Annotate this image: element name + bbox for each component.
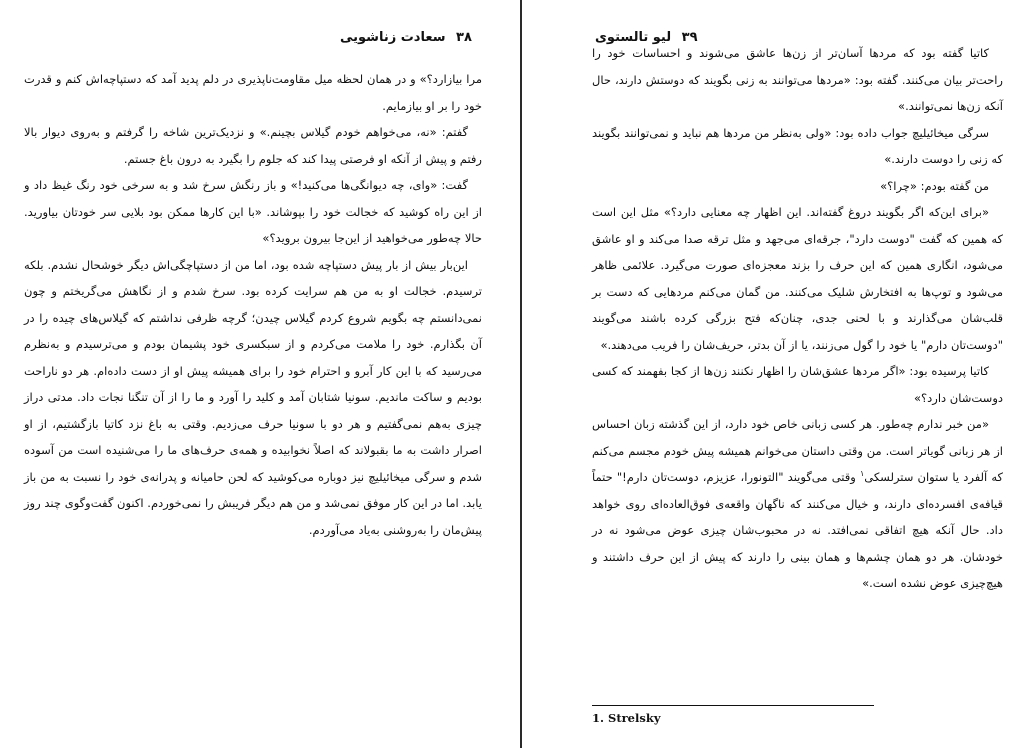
right-running-title: لیو تالستوی <box>595 30 672 45</box>
paragraph: کاتیا پرسیده بود: «اگر مردها عشق‌شان را اظهار نکنند زن‌ها از کجا بفهمند که کسی دوست‌شان دارد؟» <box>592 364 1003 405</box>
left-running-title: سعادت زناشویی <box>340 30 446 45</box>
paragraph: من گفته بودم: «چرا؟» <box>880 178 989 193</box>
paragraph: «برای این‌که اگر بگویند دروغ گفته‌اند. این اظهار چه معنایی دارد؟» مثل این است که همین که گفت "دوست دارد"، جرقه‌ای می‌جهد و مثل ترقه صدا می‌کند و او عاشق می‌شود، انگاری همین که این حرف را بزند معجزه‌ای صورت می‌گیرد. علائمی ظاهر می‌شود و توپ‌ها به افتخارش شلیک می‌کنند. من گمان می‌کنم مردهایی که دست بر قلب‌شان می‌گذارند و با لحنی جدی، چنان‌که فتح بزرگی کرده باشند می‌گویند "دوست‌تان دارم" یا خود را گول می‌زنند، یا از آن بدتر، حریف‌شان را فریب می‌دهند.» <box>592 205 1003 352</box>
paragraph: سرگی میخائیلیچ جواب داده بود: «ولی به‌نظر من مردها هم نباید و نمی‌توانند بگویند که زنی را دوست دارند.» <box>592 125 1003 166</box>
right-page <box>510 0 1020 748</box>
paragraph <box>592 411 1003 597</box>
right-page-number: ۳۹ <box>681 30 698 45</box>
footnote-divider <box>592 705 874 706</box>
paragraph: کاتیا گفته بود که مردها آسان‌تر از زن‌ها عاشق می‌شوند و احساسات خود را راحت‌تر بیان می‌کنند. گفته بود: «مردها می‌توانند به زنی بگویند که دوستش دارند، حال آنکه زن‌ها نمی‌توانند.» <box>592 46 1003 113</box>
paragraph: گفت: «وای، چه دیوانگی‌ها می‌کنید!» و باز رنگش سرخ شد و به سرخی خود رنگ غیظ داد و از این راه کوشید که خجالت خود را بپوشاند. «با این کارها ممکن بود بلایی سر خودتان بیاورید. حالا چه‌طور می‌خواهید از این‌جا بیرون بروید؟» <box>24 178 482 245</box>
left-page-body <box>24 66 482 543</box>
right-page-body <box>592 40 1003 597</box>
paragraph-text: وقتی می‌گویند "التونورا، عزیزم، دوست‌تان دارم!" حتماً قیافه‌ی افسرده‌ای دارند، و خیال می‌کنند که ناگهان واقعه‌ی فوق‌العاده‌ای روی خواهد داد. حال آنکه هیچ اتفاقی نمی‌افتد. نه در محبوب‌شان چیزی عوض می‌شود نه در خودشان. هر دو همان چشم‌ها و همان بینی را دارند که پیش از این حرف داشتند و هیچ‌چیزی عوض نشده است.» <box>592 470 1003 590</box>
paragraph: این‌بار بیش از بار پیش دستپاچه شده بود، اما من از دستپاچگی‌اش دیگر خوشحال نشدم. بلکه ترسیدم. خجالت او به من هم سرایت کرده بود. سرخ شدم و از نگاهش می‌گریختم و چون نمی‌دانستم چه بگویم شروع کردم گیلاس چیدن؛ گرچه ظرفی نداشتم که گیلاس‌های چیده را در آن بگذارم. خود را ملامت می‌کردم و از سبکسری خود پشیمان بودم و می‌ترسیدم و به‌نظرم می‌رسید که با این کار آبرو و احترام خود را برای همیشه پیش او از دست داده‌ام. هر دو ناراحت بودیم و ساکت ماندیم. سونیا شتابان آمد و کلید را آورد و ما را از آن تنگنا نجات داد. مدتی دراز چیزی به‌هم نمی‌گفتیم و هر دو با سونیا حرف می‌زدیم. وقتی به باغ نزد کاتیا بازگشتیم، از او اصرار داشت به ما بقبولاند که اصلاً نخوابیده و همه‌ی حرف‌های ما را می‌شنیده است من آسوده شدم و سرگی میخائیلیچ نیز دوباره می‌کوشید که لحن حامیانه و پدرانه‌ی خود را نسبت به من باز یابد. اما در این کار موفق نمی‌شد و من هم دیگر فریبش را نمی‌خوردم. اکنون گفت‌وگوی چند روز پیش‌مان را به‌روشنی به‌یاد می‌آوردم. <box>24 257 482 537</box>
paragraph: مرا بیازارد؟» و در همان لحظه میل مقاومت‌ناپذیری در دلم پدید آمد که دستپاچه‌اش کنم و قدرت خود را بر او بیازمایم. <box>24 72 482 113</box>
left-page-header <box>340 30 472 45</box>
footnote-marker: ۱ <box>859 469 865 479</box>
footnote: 1. Strelsky <box>592 711 661 725</box>
paragraph: گفتم: «نه، می‌خواهم خودم گیلاس بچینم.» و نزدیک‌ترین شاخه را گرفتم و به‌روی دیوار بالا رفتم و پیش از آنکه او فرصتی پیدا کند که جلوم را بگیرد به درون باغ جستم. <box>24 125 482 166</box>
left-page-number: ۳۸ <box>456 30 472 45</box>
paragraph-text: «من خبر ندارم چه‌طور. هر کسی زبانی خاص خود دارد، از این گذشته زبان احساس از هر زبانی گویاتر است. من وقتی داستان می‌خوانم همیشه پیش خودم مجسم می‌کنم که آلفرد یا ستوان سترلسکی <box>592 417 1003 484</box>
